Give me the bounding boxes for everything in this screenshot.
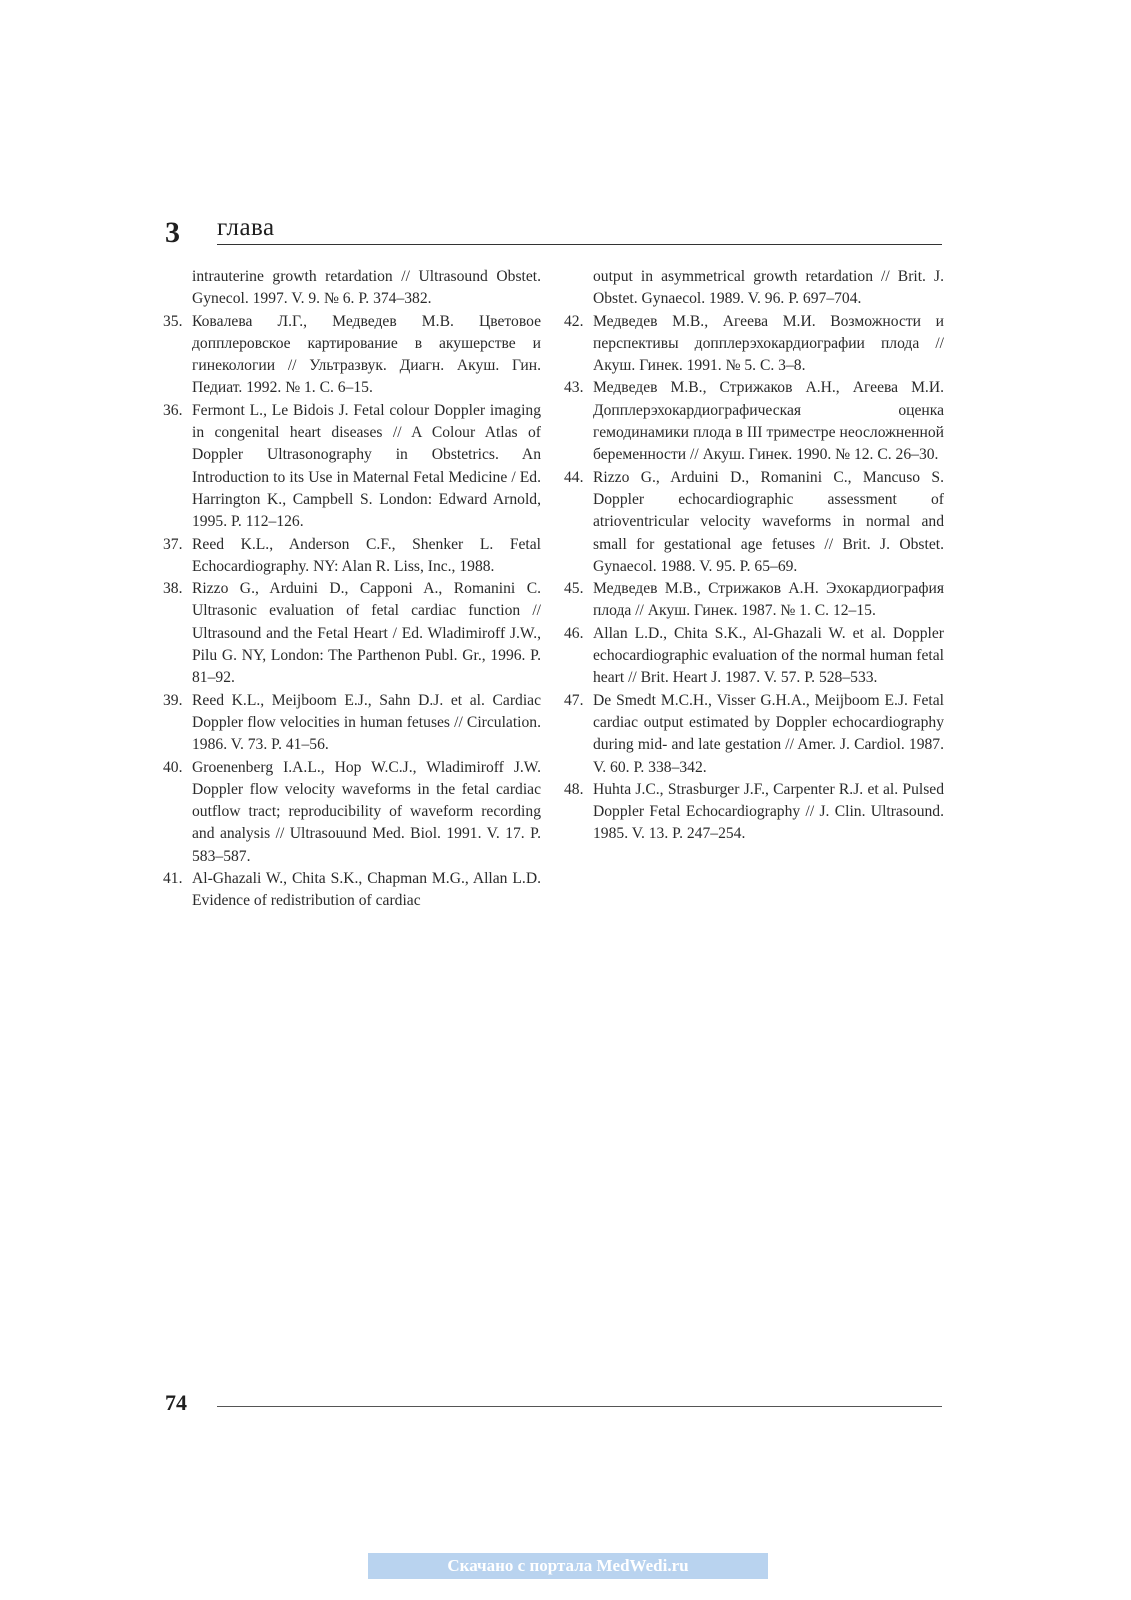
reference-number: 46. [564, 624, 584, 642]
page-number: 74 [165, 1390, 187, 1415]
references-left-column [163, 266, 541, 913]
reference-text: Huhta J.C., Strasburger J.F., Carpenter R.J. et al. Pulsed Doppler Fetal Echocardiography // J. Clin. Ultrasound. 1985. V. 13. P. 247–254. [593, 780, 944, 843]
reference-text: Reed K.L., Meijboom E.J., Sahn D.J. et al. Cardiac Doppler flow velocities in human fetuses // Circulation. 1986. V. 73. P. 41–56. [192, 691, 541, 754]
reference-text: Allan L.D., Chita S.K., Al-Ghazali W. et al. Doppler echocardiographic evaluation of the normal human fetal heart // Brit. Heart J. 1987. V. 57. P. 528–533. [593, 624, 944, 687]
reference-item [564, 623, 944, 690]
reference-number: 47. [564, 691, 584, 709]
reference-continuation: output in asymmetrical growth retardation // Brit. J. Obstet. Gynaecol. 1989. V. 96. P. 697–704. [593, 268, 944, 308]
reference-text: Reed K.L., Anderson C.F., Shenker L. Fetal Echocardiography. NY: Alan R. Liss, Inc., 1988. [192, 535, 541, 575]
reference-item [564, 311, 944, 378]
reference-text: Ковалева Л.Г., Медведев М.В. Цветовое допплеровское картирование в акушерстве и гинекологии // Ультразвук. Диагн. Акуш. Гин. Педиат. 1992. № 1. С. 6–15. [192, 312, 541, 397]
reference-item [163, 578, 541, 689]
reference-text: De Smedt M.C.H., Visser G.H.A., Meijboom E.J. Fetal cardiac output estimated by Doppler echocardiography during mid- and late gestation // Amer. J. Cardiol. 1987. V. 60. P. 338–342. [593, 691, 944, 776]
page-footer [165, 1390, 942, 1420]
reference-continuation: intrauterine growth retardation // Ultrasound Obstet. Gynecol. 1997. V. 9. № 6. P. 374–382. [192, 268, 541, 308]
header-rule [217, 244, 942, 245]
watermark-banner: Скачано с портала MedWedi.ru [368, 1553, 768, 1579]
reference-text: Al-Ghazali W., Chita S.K., Chapman M.G., Allan L.D. Evidence of redistribution of cardiac [192, 870, 541, 910]
chapter-number: 3 [165, 216, 180, 249]
reference-number: 40. [163, 758, 183, 776]
reference-item [163, 311, 541, 400]
reference-number: 42. [564, 312, 584, 330]
reference-item [163, 868, 541, 913]
reference-number: 43. [564, 379, 584, 397]
reference-text: Медведев М.В., Агеева М.И. Возможности и перспективы допплерэхокардиографии плода // Акуш. Гинек. 1991. № 5. С. 3–8. [593, 312, 944, 375]
reference-number: 48. [564, 780, 584, 798]
reference-item [564, 690, 944, 779]
reference-text: Fermont L., Le Bidois J. Fetal colour Doppler imaging in congenital heart diseases // A Colour Atlas of Doppler Ultrasonography in Obstetrics. An Introduction to its Use in Maternal Fetal Medicine / Ed. Harrington K., Campbell S. London: Edward Arnold, 1995. P. 112–126. [192, 401, 541, 531]
reference-item [163, 400, 541, 534]
reference-item [163, 534, 541, 579]
reference-number: 37. [163, 535, 183, 553]
reference-item [163, 757, 541, 868]
reference-number: 45. [564, 580, 584, 598]
footer-rule [217, 1406, 942, 1407]
reference-item [564, 779, 944, 846]
reference-item [564, 377, 944, 466]
reference-number: 35. [163, 312, 183, 330]
reference-text: Медведев М.В., Стрижаков А.Н. Эхокардиография плода // Акуш. Гинек. 1987. № 1. С. 12–15. [593, 580, 944, 620]
reference-item [564, 467, 944, 578]
reference-text: Rizzo G., Arduini D., Romanini C., Mancuso S. Doppler echocardiographic assessment of atrioventricular velocity waveforms in normal and small for gestational age fetuses // Brit. J. Obstet. Gynaecol. 1988. V. 95. P. 65–69. [593, 468, 944, 575]
reference-number: 44. [564, 468, 584, 486]
chapter-header [165, 212, 942, 248]
reference-text: Groenenberg I.A.L., Hop W.C.J., Wladimiroff J.W. Doppler flow velocity waveforms in the fetal cardiac outflow tract; reproducibility of waveform recording and analysis // Ultrasouund Med. Biol. 1991. V. 17. P. 583–587. [192, 758, 541, 865]
reference-text: Rizzo G., Arduini D., Capponi A., Romanini C. Ultrasonic evaluation of fetal cardiac function // Ultrasound and the Fetal Heart / Ed. Wladimiroff J.W., Pilu G. NY, London: The Parthenon Publ. Gr., 1996. P. 81–92. [192, 580, 541, 687]
chapter-word: глава [217, 214, 275, 241]
reference-number: 41. [163, 870, 183, 888]
references-right-column [564, 266, 944, 846]
reference-number: 38. [163, 580, 183, 598]
reference-number: 39. [163, 691, 183, 709]
reference-item [564, 578, 944, 623]
reference-item [163, 690, 541, 757]
reference-text: Медведев М.В., Стрижаков А.Н., Агеева М.И. Допплерэхокардиографическая оценка гемодинамики плода в III триместре неосложненной беременности // Акуш. Гинек. 1990. № 12. С. 26–30. [593, 379, 944, 464]
reference-number: 36. [163, 401, 183, 419]
